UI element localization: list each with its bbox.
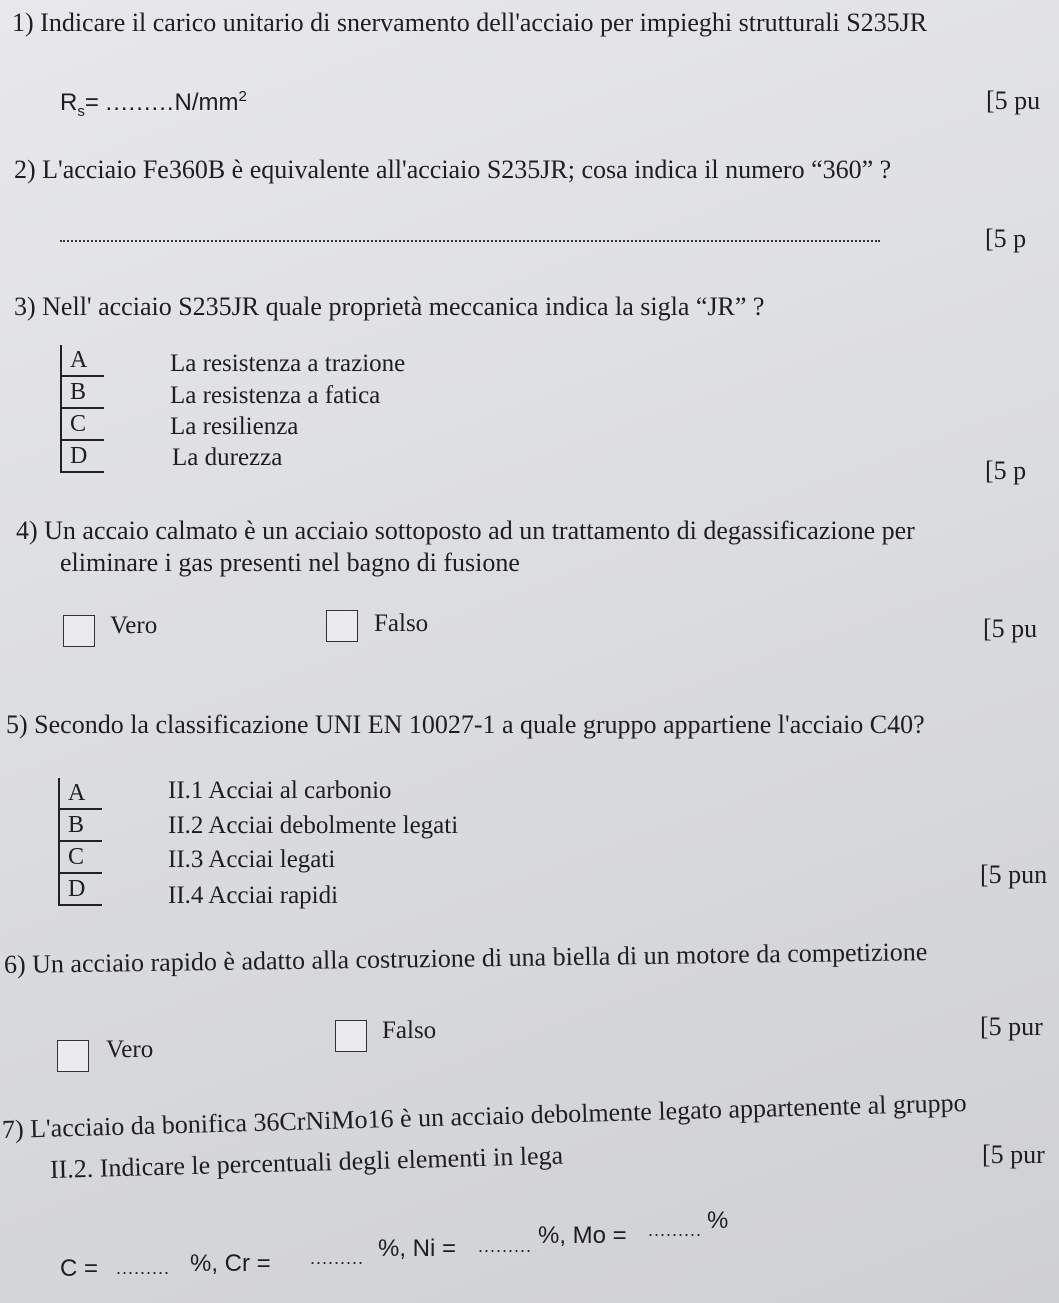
q1-points: [5 pu	[986, 86, 1041, 115]
q7-ni-blank[interactable]: .........	[478, 1236, 533, 1256]
q1-text: 1) Indicare il carico unitario di snervamento dell'acciaio per impieghi strutturali S235JR	[12, 8, 928, 37]
q4-true-label: Vero	[110, 612, 158, 639]
q5-letter-column	[58, 778, 102, 906]
q5-option-d: II.4 Acciai rapidi	[168, 882, 339, 909]
q3-option-c: La resilienza	[170, 413, 299, 440]
q7-cr-label: %, Cr =	[190, 1250, 271, 1277]
q1-eq: =	[84, 89, 99, 116]
q7-line2: II.2. Indicare le percentuali degli elementi in lega	[49, 1140, 564, 1184]
q6-false-label: Falso	[382, 1017, 437, 1044]
q5-option-b: II.2 Acciai debolmente legati	[168, 812, 459, 839]
q5-letter-a[interactable]: A	[60, 778, 102, 810]
q5-text: 5) Secondo la classificazione UNI EN 10027-1 a quale gruppo appartiene l'acciaio C40?	[6, 710, 925, 739]
q5-letter-d[interactable]: D	[60, 874, 102, 906]
q3-option-d: La durezza	[172, 444, 283, 471]
q5-letter-b[interactable]: B	[60, 810, 102, 842]
q1-label: R	[60, 89, 78, 116]
q7-ni-label: %, Ni =	[378, 1235, 457, 1262]
q4-line2: eliminare i gas presenti nel bagno di fusione	[60, 548, 520, 577]
q5-letter-c[interactable]: C	[60, 842, 102, 874]
q7-c-blank[interactable]: .........	[116, 1258, 171, 1278]
q4-false-checkbox[interactable]	[326, 610, 358, 642]
q3-letter-column	[60, 345, 104, 473]
q2-points: [5 p	[985, 224, 1027, 253]
q3-points: [5 p	[985, 456, 1027, 485]
q6-false-checkbox[interactable]	[335, 1020, 367, 1052]
q5-points: [5 pun	[980, 860, 1048, 889]
q3-letter-b[interactable]: B	[62, 377, 104, 409]
q7-end-percent: %	[707, 1207, 729, 1234]
q6-true-label: Vero	[106, 1036, 154, 1063]
q1-blank[interactable]: .........	[105, 89, 175, 116]
q2-text: 2) L'acciaio Fe360B è equivalente all'acciaio S235JR; cosa indica il numero “360” ?	[14, 155, 892, 184]
q7-cr-blank[interactable]: .........	[310, 1248, 365, 1268]
q1-sub: s	[77, 102, 85, 120]
q4-line1: 4) Un accaio calmato è un acciaio sottoposto ad un trattamento di degassificazione per	[16, 516, 915, 545]
q7-mo-label: %, Mo =	[538, 1222, 627, 1249]
q2-answer-line[interactable]	[60, 240, 880, 242]
q7-c-label: C =	[60, 1255, 99, 1282]
q7-line1: 7) L'acciaio da bonifica 36CrNiMo16 è un acciaio debolmente legato appartenente al gruppo	[1, 1088, 967, 1144]
q4-false-label: Falso	[374, 610, 429, 637]
q5-option-c: II.3 Acciai legati	[168, 846, 336, 873]
q5-option-a: II.1 Acciai al carbonio	[168, 777, 392, 804]
q6-points: [5 pur	[980, 1012, 1043, 1041]
q3-option-a: La resistenza a trazione	[170, 350, 406, 377]
q3-letter-d[interactable]: D	[62, 441, 104, 473]
q1-answer-line	[60, 88, 247, 120]
q3-letter-a[interactable]: A	[62, 345, 104, 377]
q4-true-checkbox[interactable]	[63, 615, 95, 647]
q1-unit: N/mm	[174, 89, 239, 116]
q3-option-b: La resistenza a fatica	[170, 382, 381, 409]
q6-text: 6) Un acciaio rapido è adatto alla costruzione di una biella di un motore da competizione	[3, 937, 928, 979]
q7-mo-blank[interactable]: .........	[648, 1220, 703, 1240]
q4-points: [5 pu	[983, 614, 1038, 643]
q3-letter-c[interactable]: C	[62, 409, 104, 441]
q3-text: 3) Nell' acciaio S235JR quale proprietà meccanica indica la sigla “JR” ?	[14, 292, 765, 321]
q1-sup: 2	[238, 88, 247, 105]
q6-true-checkbox[interactable]	[57, 1040, 89, 1072]
q7-points: [5 pur	[982, 1140, 1045, 1169]
